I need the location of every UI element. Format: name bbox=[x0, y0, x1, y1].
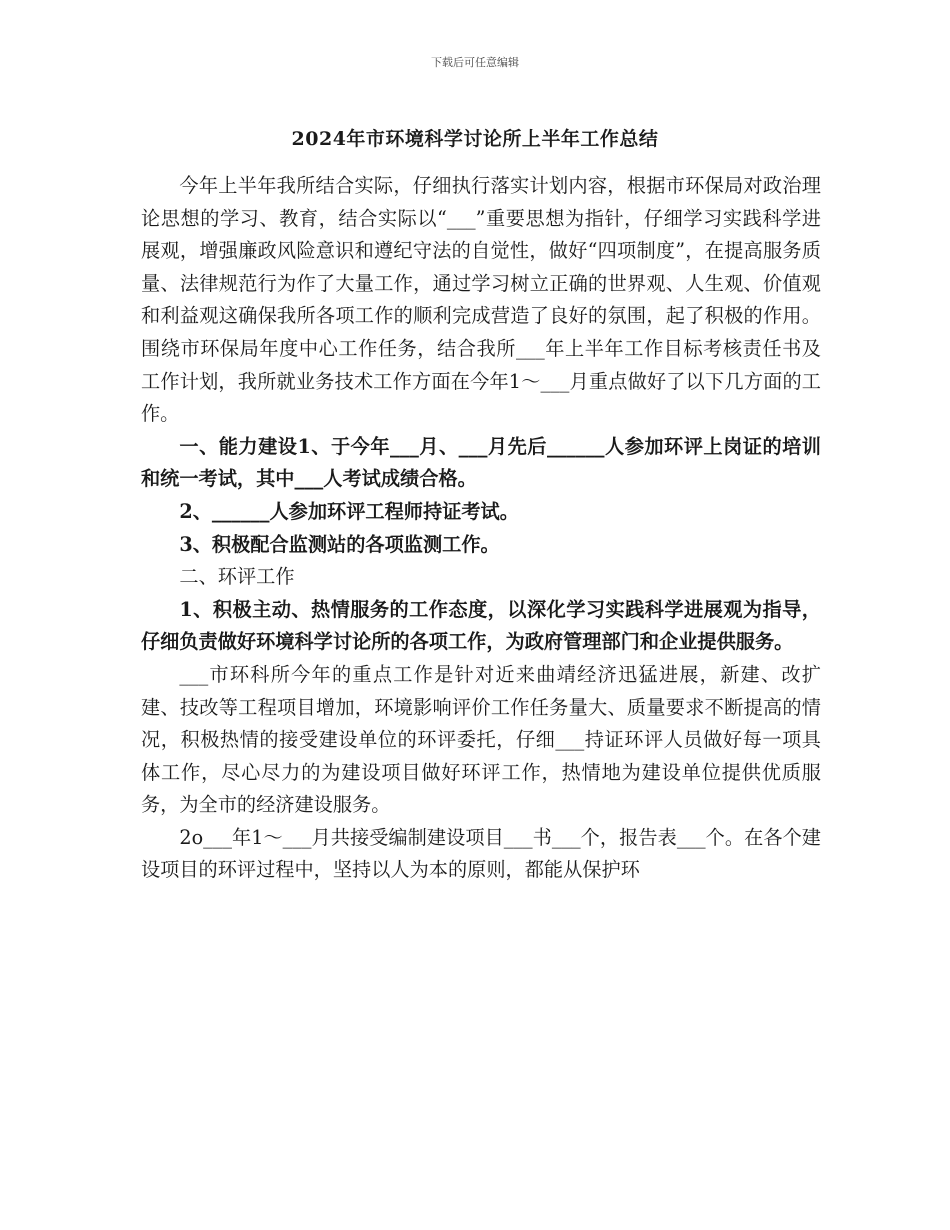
header-note: 下载后可任意编辑 bbox=[431, 56, 519, 69]
paragraph-intro: 今年上半年我所结合实际，仔细执行落实计划内容，根据市环保局对政治理论思想的学习、教育，结合实际以“___”重要思想为指针，仔细学习实践科学进展观，增强廉政风险意识和遵纪守法的自觉性，做好“四项制度”，在提高服务质量、法律规范行为作了大量工作，通过学习树立正确的世界观、人生观、价值观和利益观这确保我所各项工作的顺利完成营造了良好的氛围，起了积极的作用。围绕市环保局年度中心工作任务，结合我所___年上半年工作目标考核责任书及工作计划，我所就业务技术工作方面在今年1～___月重点做好了以下几方面的工作。 bbox=[141, 174, 821, 426]
section-heading-eia: 二、环评工作 bbox=[179, 565, 295, 589]
paragraph-service-attitude: 1、积极主动、热情服务的工作态度，以深化学习实践科学进展观为指导，仔细负责做好环境科学讨论所的各项工作，为政府管理部门和企业提供服务。 bbox=[141, 597, 821, 654]
paragraph-project-count: 2o___年1～___月共接受编制建设项目___书___个，报告表___个。在各个建设项目的环评过程中，坚持以人为本的原则，都能从保护环 bbox=[141, 825, 821, 882]
paragraph-key-work: ___市环科所今年的重点工作是针对近来曲靖经济迅猛进展，新建、改扩建、技改等工程项目增加，环境影响评价工作任务量大、质量要求不断提高的情况，积极热情的接受建设单位的环评委托，仔细___持证环评人员做好每一项具体工作，尽心尽力的为建设项目做好环评工作，热情地为建设单位提供优质服务，为全市的经济建设服务。 bbox=[141, 662, 821, 817]
paragraph-engineer-exam: 2、______人参加环评工程师持证考试。 bbox=[179, 499, 519, 523]
paragraph-monitoring: 3、积极配合监测站的各项监测工作。 bbox=[179, 532, 500, 556]
paragraph-capacity-building: 一、能力建设1、于今年___月、___月先后______人参加环评上岗证的培训和统一考试，其中___人考试成绩合格。 bbox=[141, 434, 821, 491]
document-title: 2024年市环境科学讨论所上半年工作总结 bbox=[291, 128, 659, 150]
document-body bbox=[141, 170, 821, 887]
